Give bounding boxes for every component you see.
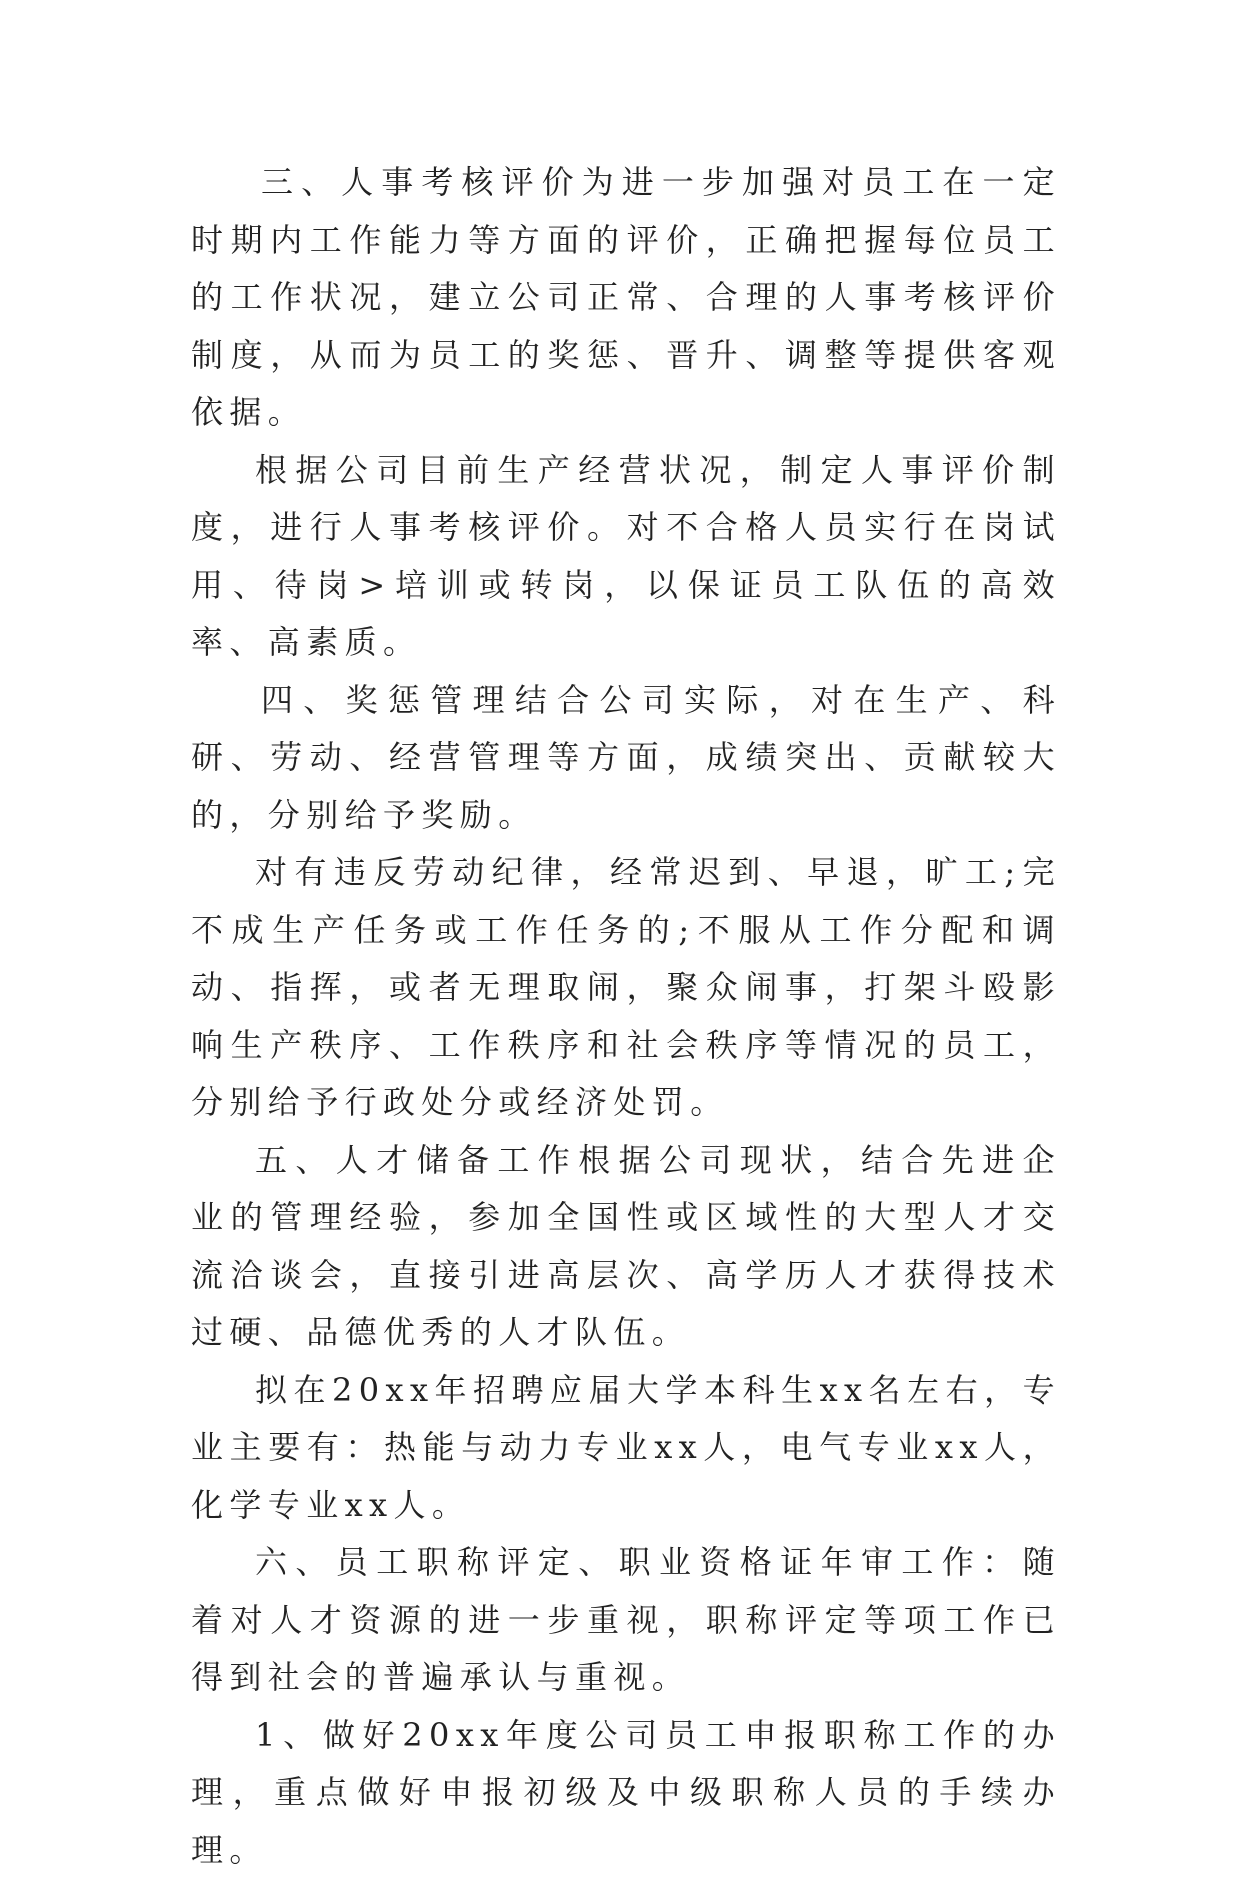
- paragraph-penalties: 对有违反劳动纪律，经常迟到、早退，旷工;完不成生产任务或工作任务的;不服从工作分配和调动、指挥，或者无理取闹，聚众闹事，打架斗殴影响生产秩序、工作秩序和社会秩序等情况的员工，分别给予行政处分或经济处罚。: [191, 844, 1061, 1132]
- paragraph-title-application: 1、做好20xx年度公司员工申报职称工作的办理，重点做好申报初级及中级职称人员的手续办理。: [191, 1707, 1061, 1879]
- paragraph-title-evaluation: 六、员工职称评定、职业资格证年审工作：随着对人才资源的进一步重视，职称评定等项工作已得到社会的普遍承认与重视。: [191, 1534, 1061, 1707]
- paragraph-personnel-evaluation: 三、人事考核评价为进一步加强对员工在一定时期内工作能力等方面的评价，正确把握每位员工的工作状况，建立公司正常、合理的人事考核评价制度，从而为员工的奖惩、晋升、调整等提供客观依据。: [191, 154, 1061, 442]
- paragraph-talent-reserve: 五、人才储备工作根据公司现状，结合先进企业的管理经验，参加全国性或区域性的大型人才交流洽谈会，直接引进高层次、高学历人才获得技术过硬、品德优秀的人才队伍。: [191, 1132, 1061, 1362]
- paragraph-recruitment-plan: 拟在20xx年招聘应届大学本科生xx名左右，专业主要有：热能与动力专业xx人，电气专业xx人，化学专业xx人。: [191, 1362, 1061, 1535]
- paragraph-evaluation-system: 根据公司目前生产经营状况，制定人事评价制度，进行人事考核评价。对不合格人员实行在岗试用、待岗>培训或转岗，以保证员工队伍的高效率、高素质。: [191, 442, 1061, 672]
- paragraph-rewards-management: 四、奖惩管理结合公司实际，对在生产、科研、劳动、经营管理等方面，成绩突出、贡献较大的，分别给予奖励。: [191, 672, 1061, 845]
- document-body: [191, 154, 1061, 1879]
